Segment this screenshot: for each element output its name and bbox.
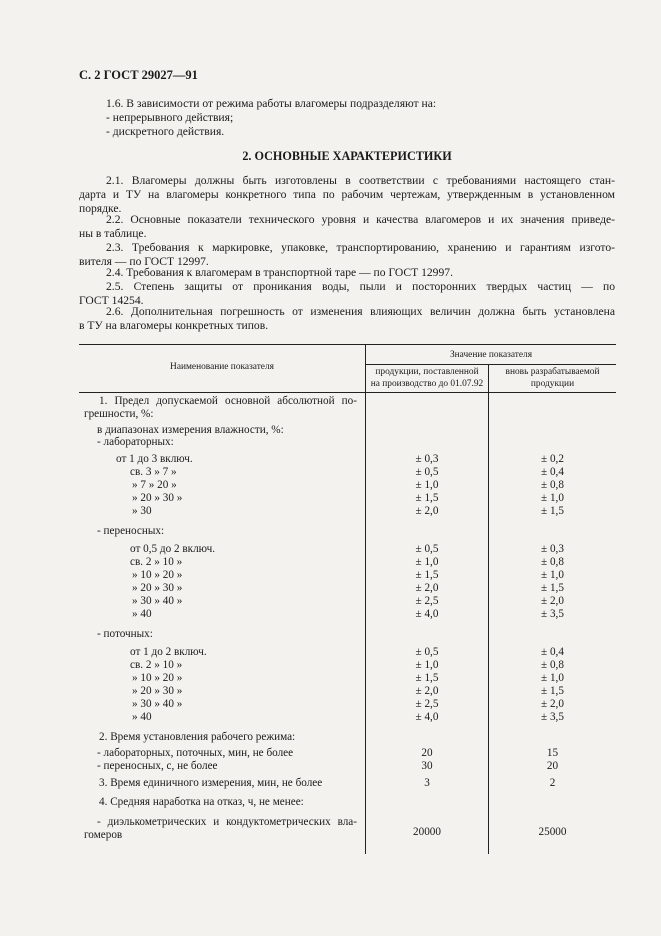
section-title: 2. ОСНОВНЫЕ ХАРАКТЕРИСТИКИ bbox=[242, 149, 452, 163]
table-row: » 40 bbox=[132, 608, 152, 620]
text-line: порядке. bbox=[79, 202, 122, 216]
table-cell: ± 0,4 bbox=[541, 466, 564, 478]
col-header-new: вновь разрабатываемой продукции bbox=[505, 367, 600, 389]
table-cell: ± 1,5 bbox=[415, 672, 439, 684]
range-intro: в диапазонах измерения влажности, %: bbox=[97, 424, 284, 436]
table-row: » 20 » 30 » bbox=[132, 685, 183, 697]
page-header: С. 2 ГОСТ 29027—91 bbox=[79, 68, 198, 82]
table-cell: ± 0,5 bbox=[415, 466, 439, 478]
table-row: » 20 » 30 » bbox=[132, 492, 183, 504]
col-header-produced: продукции, поставленной на производство до 01.07.92 bbox=[370, 367, 484, 389]
table-row: от 0,5 до 2 включ. bbox=[130, 543, 216, 555]
row2-title: 2. Время установления рабочего режима: bbox=[99, 731, 296, 743]
list-item: - непрерывного действия; bbox=[106, 111, 234, 125]
table-cell: 3 bbox=[424, 777, 430, 789]
row4-title: 4. Средняя наработка на отказ, ч, не менее: bbox=[99, 796, 304, 808]
table-row: - диэлькометрических и кондуктометрических вла- bbox=[97, 816, 357, 828]
table-subheader-rule bbox=[365, 364, 616, 365]
flow-label: - поточных: bbox=[97, 628, 153, 640]
table-row: » 40 bbox=[132, 711, 152, 723]
table-row: - переносных, с, не более bbox=[97, 760, 218, 772]
table-cell: 2 bbox=[549, 777, 556, 789]
table-cell: ± 0,4 bbox=[541, 646, 564, 658]
row3-title: 3. Время единичного измерения, мин, не более bbox=[99, 777, 323, 789]
clause-2-2 bbox=[79, 213, 615, 241]
table-cell: ± 1,0 bbox=[541, 672, 564, 684]
clause-1-6 bbox=[79, 97, 615, 140]
table-row: св. 2 » 10 » bbox=[130, 556, 183, 568]
table-cell: ± 1,0 bbox=[415, 659, 439, 671]
table-row: » 7 » 20 » bbox=[132, 479, 177, 491]
text-line: 2.2. Основные показатели технического уровня и качества влагомеров и их значения приведе- bbox=[106, 213, 615, 226]
row1-title-line1: 1. Предел допускаемой основной абсолютной по- bbox=[99, 395, 357, 407]
table-cell: ± 2,0 bbox=[541, 595, 564, 607]
table-cell: ± 0,8 bbox=[541, 556, 564, 568]
table-cell: ± 1,5 bbox=[415, 492, 439, 504]
text-line: 2.6. Дополнительная погрешность от изменения влияющих величин должна быть установлена bbox=[106, 305, 615, 318]
table-cell: ± 0,5 bbox=[415, 543, 439, 555]
table-row: » 20 » 30 » bbox=[132, 582, 183, 594]
table-cell: ± 0,5 bbox=[415, 646, 439, 658]
clause-2-1 bbox=[79, 174, 615, 217]
table-cell: ± 0,2 bbox=[541, 453, 564, 465]
text-line: в ТУ на влагомеры конкретных типов. bbox=[79, 319, 269, 333]
table-row: » 10 » 20 » bbox=[132, 569, 183, 581]
text-line: 2.5. Степень защиты от проникания воды, пыли и посторонних твердых частиц — по bbox=[106, 280, 615, 293]
table-cell: ± 0,3 bbox=[541, 543, 564, 555]
table-row: » 10 » 20 » bbox=[132, 672, 183, 684]
col-header-value: Значение показателя bbox=[449, 350, 533, 360]
clause-2-6 bbox=[79, 305, 615, 333]
table-row: гомеров bbox=[84, 829, 123, 841]
table-cell: ± 3,5 bbox=[541, 711, 564, 723]
row1-title-line2: грешности, %: bbox=[84, 408, 154, 420]
table-row: от 1 до 2 включ. bbox=[130, 646, 207, 658]
table-cell: ± 1,0 bbox=[541, 492, 564, 504]
lab-label: - лабораторных: bbox=[97, 436, 174, 448]
table-cell: ± 2,5 bbox=[415, 595, 439, 607]
clause-1-6-text: 1.6. В зависимости от режима работы влагомеры подразделяют на: bbox=[106, 97, 437, 110]
table-row: св. 3 » 7 » bbox=[130, 466, 177, 478]
list-item: - дискретного действия. bbox=[106, 125, 225, 139]
table-cell: ± 4,0 bbox=[415, 608, 439, 620]
table-row: » 30 bbox=[132, 505, 152, 517]
table-row: » 30 » 40 » bbox=[132, 595, 183, 607]
table-cell: ± 1,5 bbox=[541, 505, 564, 517]
table-cell: 30 bbox=[421, 760, 433, 772]
text-line: 2.1. Влагомеры должны быть изготовлены в соответствии с требованиями настоящего стан- bbox=[106, 174, 615, 187]
text-line: 2.3. Требования к маркировке, упаковке, транспортированию, хранению и гарантиям изгото- bbox=[106, 241, 615, 254]
table-row: св. 2 » 10 » bbox=[130, 659, 183, 671]
table-cell: ± 1,0 bbox=[541, 569, 564, 581]
table-cell: 20000 bbox=[413, 826, 441, 838]
table-cell: 15 bbox=[546, 747, 559, 759]
text-line: 2.4. Требования к влагомерам в транспортной таре — по ГОСТ 12997. bbox=[106, 266, 453, 279]
table-cell: ± 0,8 bbox=[541, 659, 564, 671]
table-cell: ± 2,0 bbox=[415, 685, 439, 697]
text-line: ны в таблице. bbox=[79, 227, 147, 241]
table-cell: ± 1,0 bbox=[415, 556, 439, 568]
table-cell: ± 0,8 bbox=[541, 479, 564, 491]
table-cell: ± 1,5 bbox=[541, 685, 564, 697]
table-cell: ± 1,5 bbox=[415, 569, 439, 581]
table-cell: ± 2,0 bbox=[541, 698, 564, 710]
table-cell: ± 0,3 bbox=[415, 453, 439, 465]
table-row: от 1 до 3 включ. bbox=[116, 453, 193, 465]
table-cell: 20 bbox=[546, 760, 559, 772]
text-line: дарта и ТУ на влагомеры конкретного типа по рабочим чертежам, утвержденным в установленном bbox=[79, 188, 615, 202]
table-cell: ± 2,0 bbox=[415, 582, 439, 594]
text-line: ГОСТ 14254. bbox=[79, 294, 144, 308]
table-top-rule bbox=[79, 344, 616, 345]
table-header-rule bbox=[79, 392, 616, 393]
col-header-name: Наименование показателя bbox=[170, 362, 274, 372]
table-cell: ± 3,5 bbox=[541, 608, 564, 620]
clause-2-4 bbox=[79, 266, 615, 280]
table-cell: ± 4,0 bbox=[415, 711, 439, 723]
table-cell: ± 1,0 bbox=[415, 479, 439, 491]
table-cell: 20 bbox=[421, 747, 433, 759]
text-line: вителя — по ГОСТ 12997. bbox=[79, 255, 209, 269]
table-row: - лабораторных, поточных, мин, не более bbox=[97, 747, 294, 759]
table-cell: ± 2,0 bbox=[415, 505, 439, 517]
table-cell: ± 2,5 bbox=[415, 698, 439, 710]
table-cell: 25000 bbox=[538, 826, 567, 838]
table-row: » 30 » 40 » bbox=[132, 698, 183, 710]
portable-label: - переносных: bbox=[97, 525, 165, 537]
table-cell: ± 1,5 bbox=[541, 582, 564, 594]
